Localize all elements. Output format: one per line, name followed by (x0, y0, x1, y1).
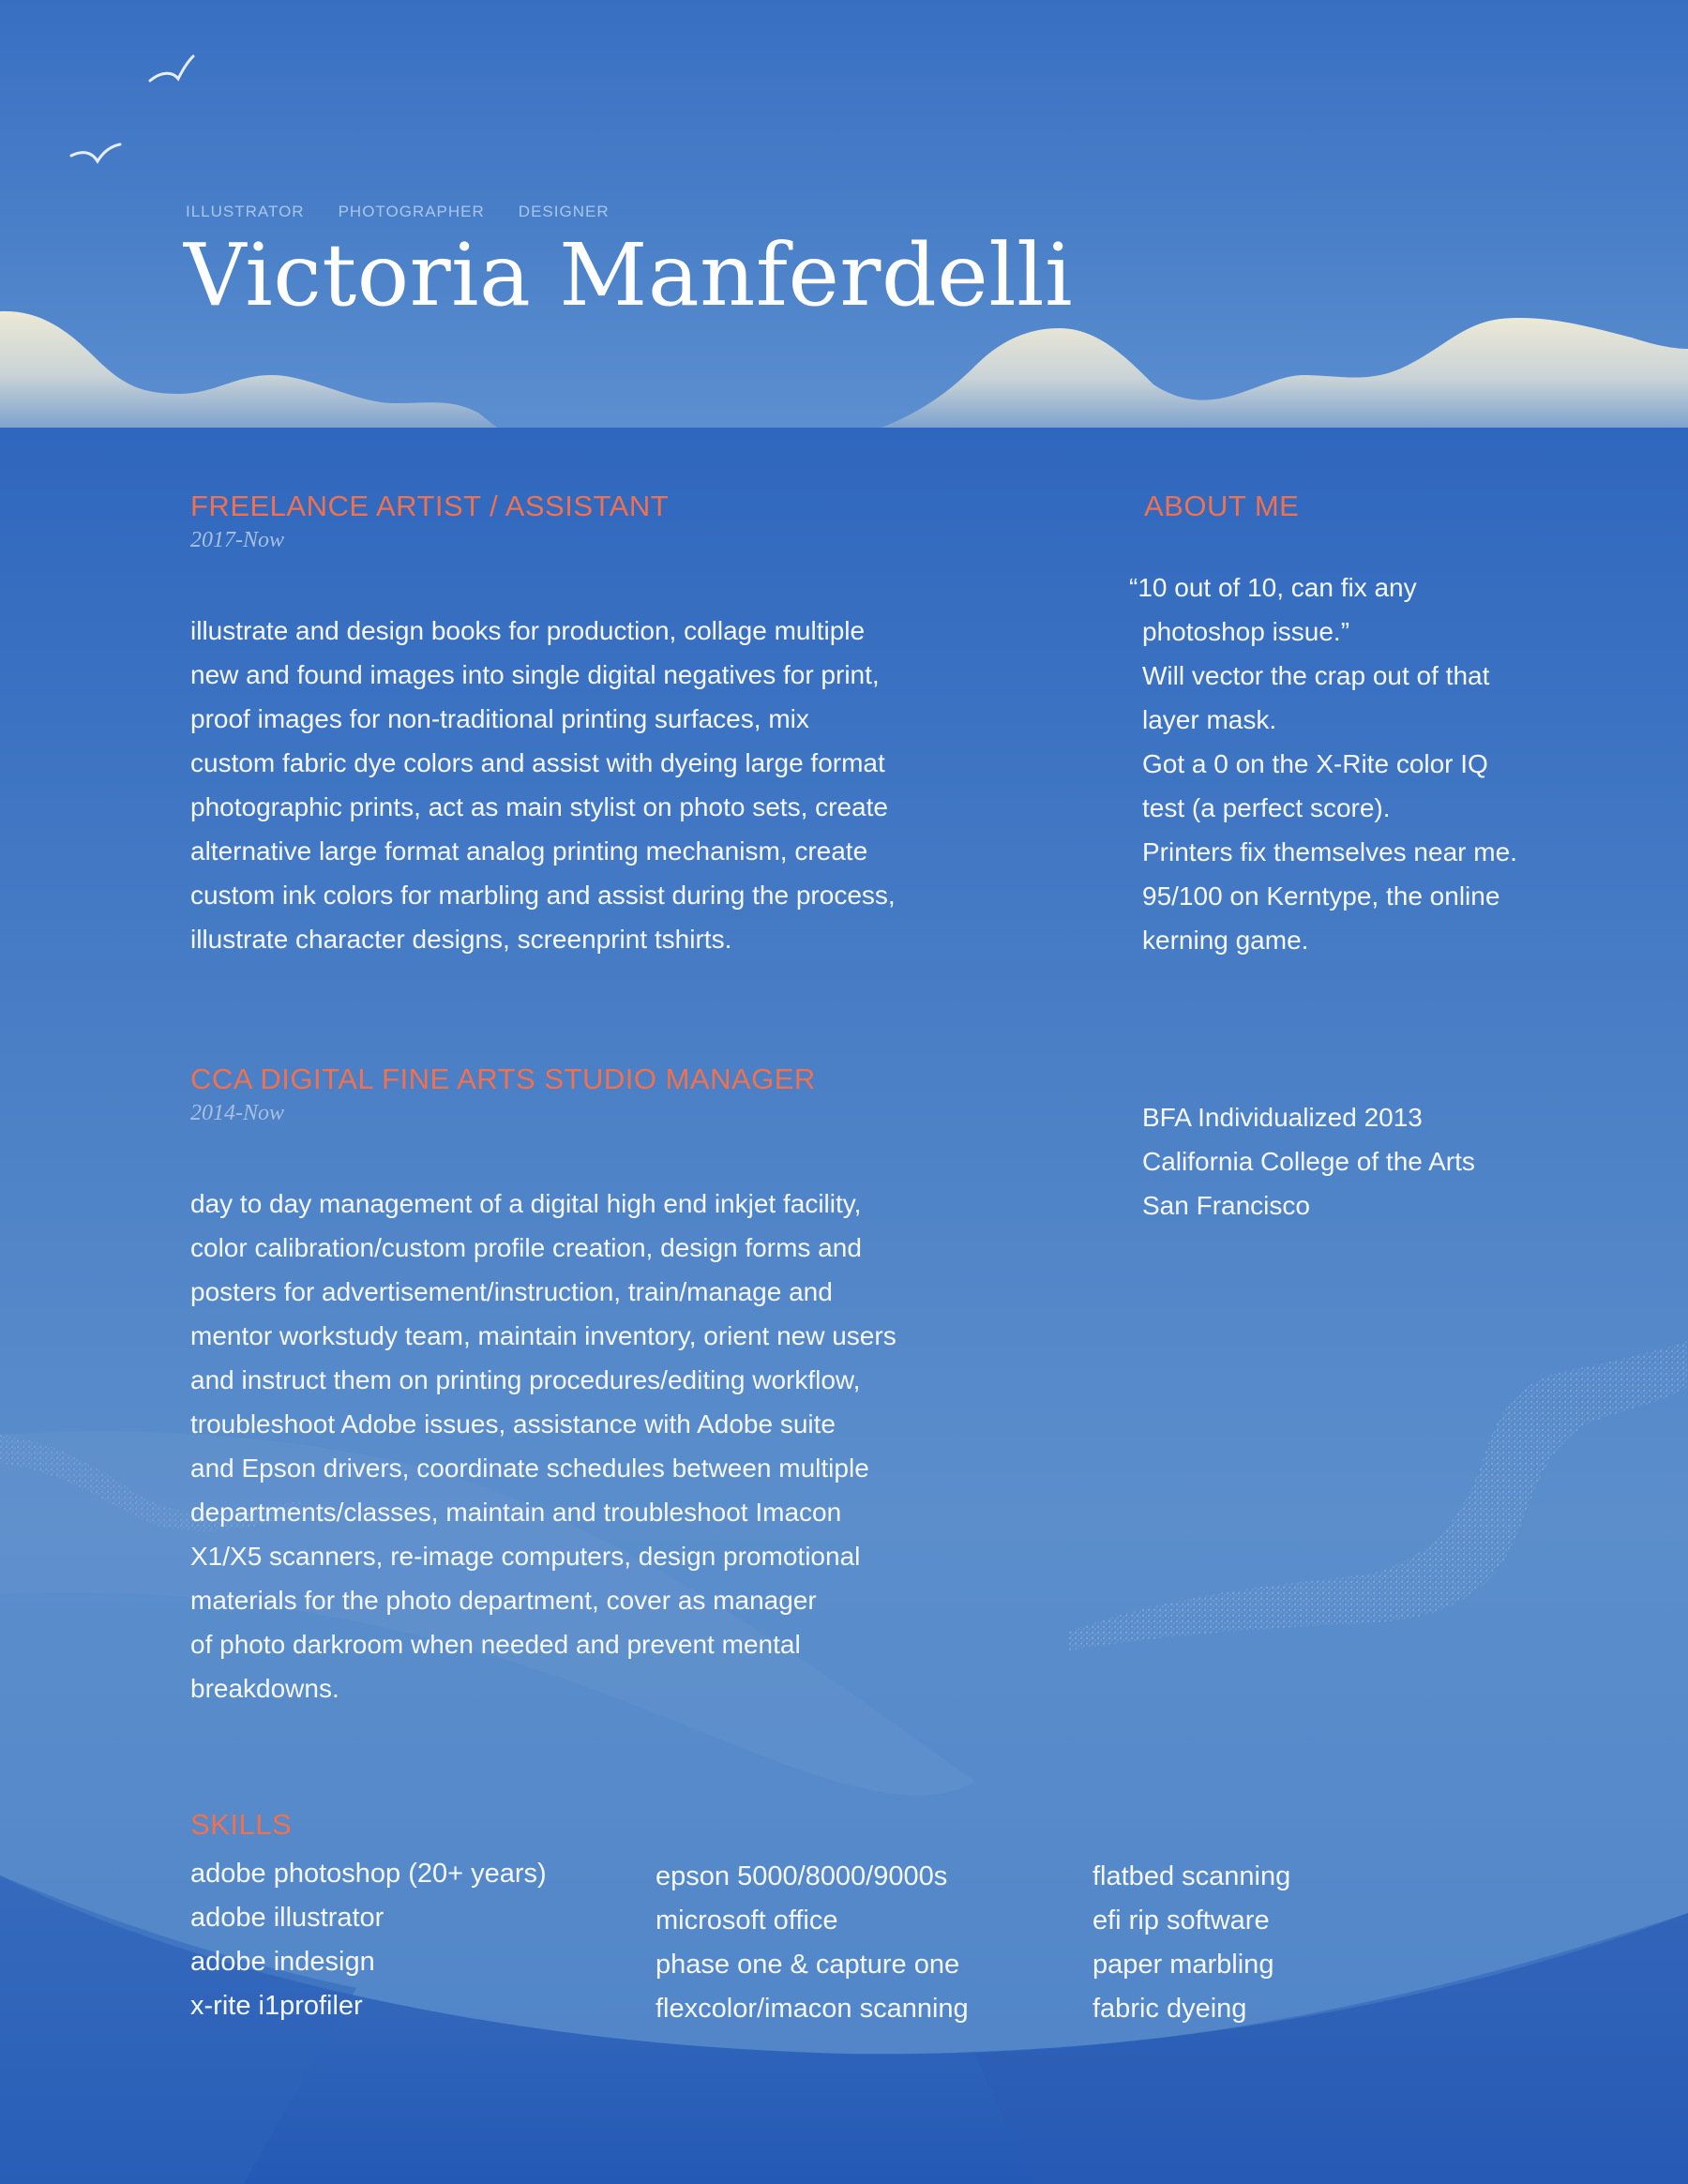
about-line: 95/100 on Kerntype, the online (1142, 881, 1500, 911)
description-line: breakdowns. (190, 1674, 339, 1703)
about-heading: ABOUT ME (1144, 490, 1300, 522)
description-line: troubleshoot Adobe issues, assistance with Adobe suite (190, 1409, 836, 1438)
about-line: Will vector the crap out of that (1142, 661, 1490, 690)
education-school: California College of the Arts (1142, 1147, 1475, 1176)
education-block (1142, 1095, 1475, 1228)
skills-column-2 (656, 1855, 969, 2031)
job-description-cca (190, 1182, 897, 1710)
skill-item: paper marbling (1093, 1950, 1274, 1980)
skill-item: adobe indesign (190, 1947, 375, 1977)
description-line: posters for advertisement/instruction, train/manage and (190, 1277, 833, 1306)
job-dates-cca: 2014-Now (190, 1101, 285, 1125)
skill-item: flexcolor/imacon scanning (656, 1994, 969, 2024)
description-line: proof images for non-traditional printing surfaces, mix (190, 704, 809, 733)
skills-heading: SKILLS (190, 1808, 293, 1841)
job-title-cca: CCA DIGITAL FINE ARTS STUDIO MANAGER (190, 1062, 816, 1095)
job-title-freelance: FREELANCE ARTIST / ASSISTANT (190, 490, 670, 522)
description-line: of photo darkroom when needed and prevent mental (190, 1630, 801, 1659)
description-line: illustrate character designs, screenprint tshirts. (190, 925, 732, 954)
skills-column-1 (190, 1852, 547, 2028)
description-line: new and found images into single digital negatives for print, (190, 660, 880, 689)
description-line: illustrate and design books for production, collage multiple (190, 616, 866, 645)
role-designer: DESIGNER (518, 203, 610, 220)
description-line: and instruct them on printing procedures/editing workflow, (190, 1365, 861, 1394)
skills-column-3 (1093, 1855, 1290, 2031)
job-dates-freelance: 2017-Now (190, 528, 285, 552)
about-line: layer mask. (1142, 705, 1277, 734)
about-line: Got a 0 on the X-Rite color IQ (1142, 749, 1488, 778)
role-photographer: PHOTOGRAPHER (338, 203, 485, 220)
description-line: X1/X5 scanners, re-image computers, design promotional (190, 1542, 861, 1571)
about-text (1129, 565, 1517, 962)
description-line: and Epson drivers, coordinate schedules between multiple (190, 1453, 869, 1483)
description-line: day to day management of a digital high end inkjet facility, (190, 1189, 862, 1218)
description-line: mentor workstudy team, maintain inventory, orient new users (190, 1321, 897, 1350)
about-line: kerning game. (1142, 926, 1309, 955)
description-line: custom fabric dye colors and assist with dyeing large format (190, 748, 885, 777)
description-line: color calibration/custom profile creation, design forms and (190, 1233, 862, 1262)
education-city: San Francisco (1142, 1191, 1310, 1220)
description-line: alternative large format analog printing mechanism, create (190, 836, 868, 866)
skill-item: epson 5000/8000/9000s (656, 1861, 948, 1891)
description-line: departments/classes, maintain and troubleshoot Imacon (190, 1498, 842, 1527)
description-line: photographic prints, act as main stylist on photo sets, create (190, 792, 888, 821)
skill-item: fabric dyeing (1093, 1994, 1247, 2024)
skill-item: microsoft office (656, 1905, 838, 1935)
description-line: custom ink colors for marbling and assist during the process, (190, 881, 896, 910)
description-line: materials for the photo department, cover as manager (190, 1586, 817, 1615)
person-name: Victoria Manferdelli (184, 225, 1074, 325)
skill-item: x-rite i1profiler (190, 1991, 363, 2021)
education-degree: BFA Individualized 2013 (1142, 1103, 1423, 1132)
roles-list (186, 203, 610, 221)
job-description-freelance (190, 609, 896, 961)
about-line: test (a perfect score). (1142, 793, 1391, 822)
skill-item: adobe illustrator (190, 1903, 384, 1933)
skill-item: phase one & capture one (656, 1950, 960, 1980)
about-line: “10 out of 10, can fix any (1129, 573, 1417, 602)
skill-item: flatbed scanning (1093, 1861, 1291, 1891)
about-line: photoshop issue.” (1142, 617, 1350, 646)
skill-item: adobe photoshop (20+ years) (190, 1859, 547, 1889)
skill-item: efi rip software (1093, 1905, 1270, 1935)
role-illustrator: ILLUSTRATOR (186, 203, 305, 220)
about-line: Printers fix themselves near me. (1142, 837, 1517, 866)
